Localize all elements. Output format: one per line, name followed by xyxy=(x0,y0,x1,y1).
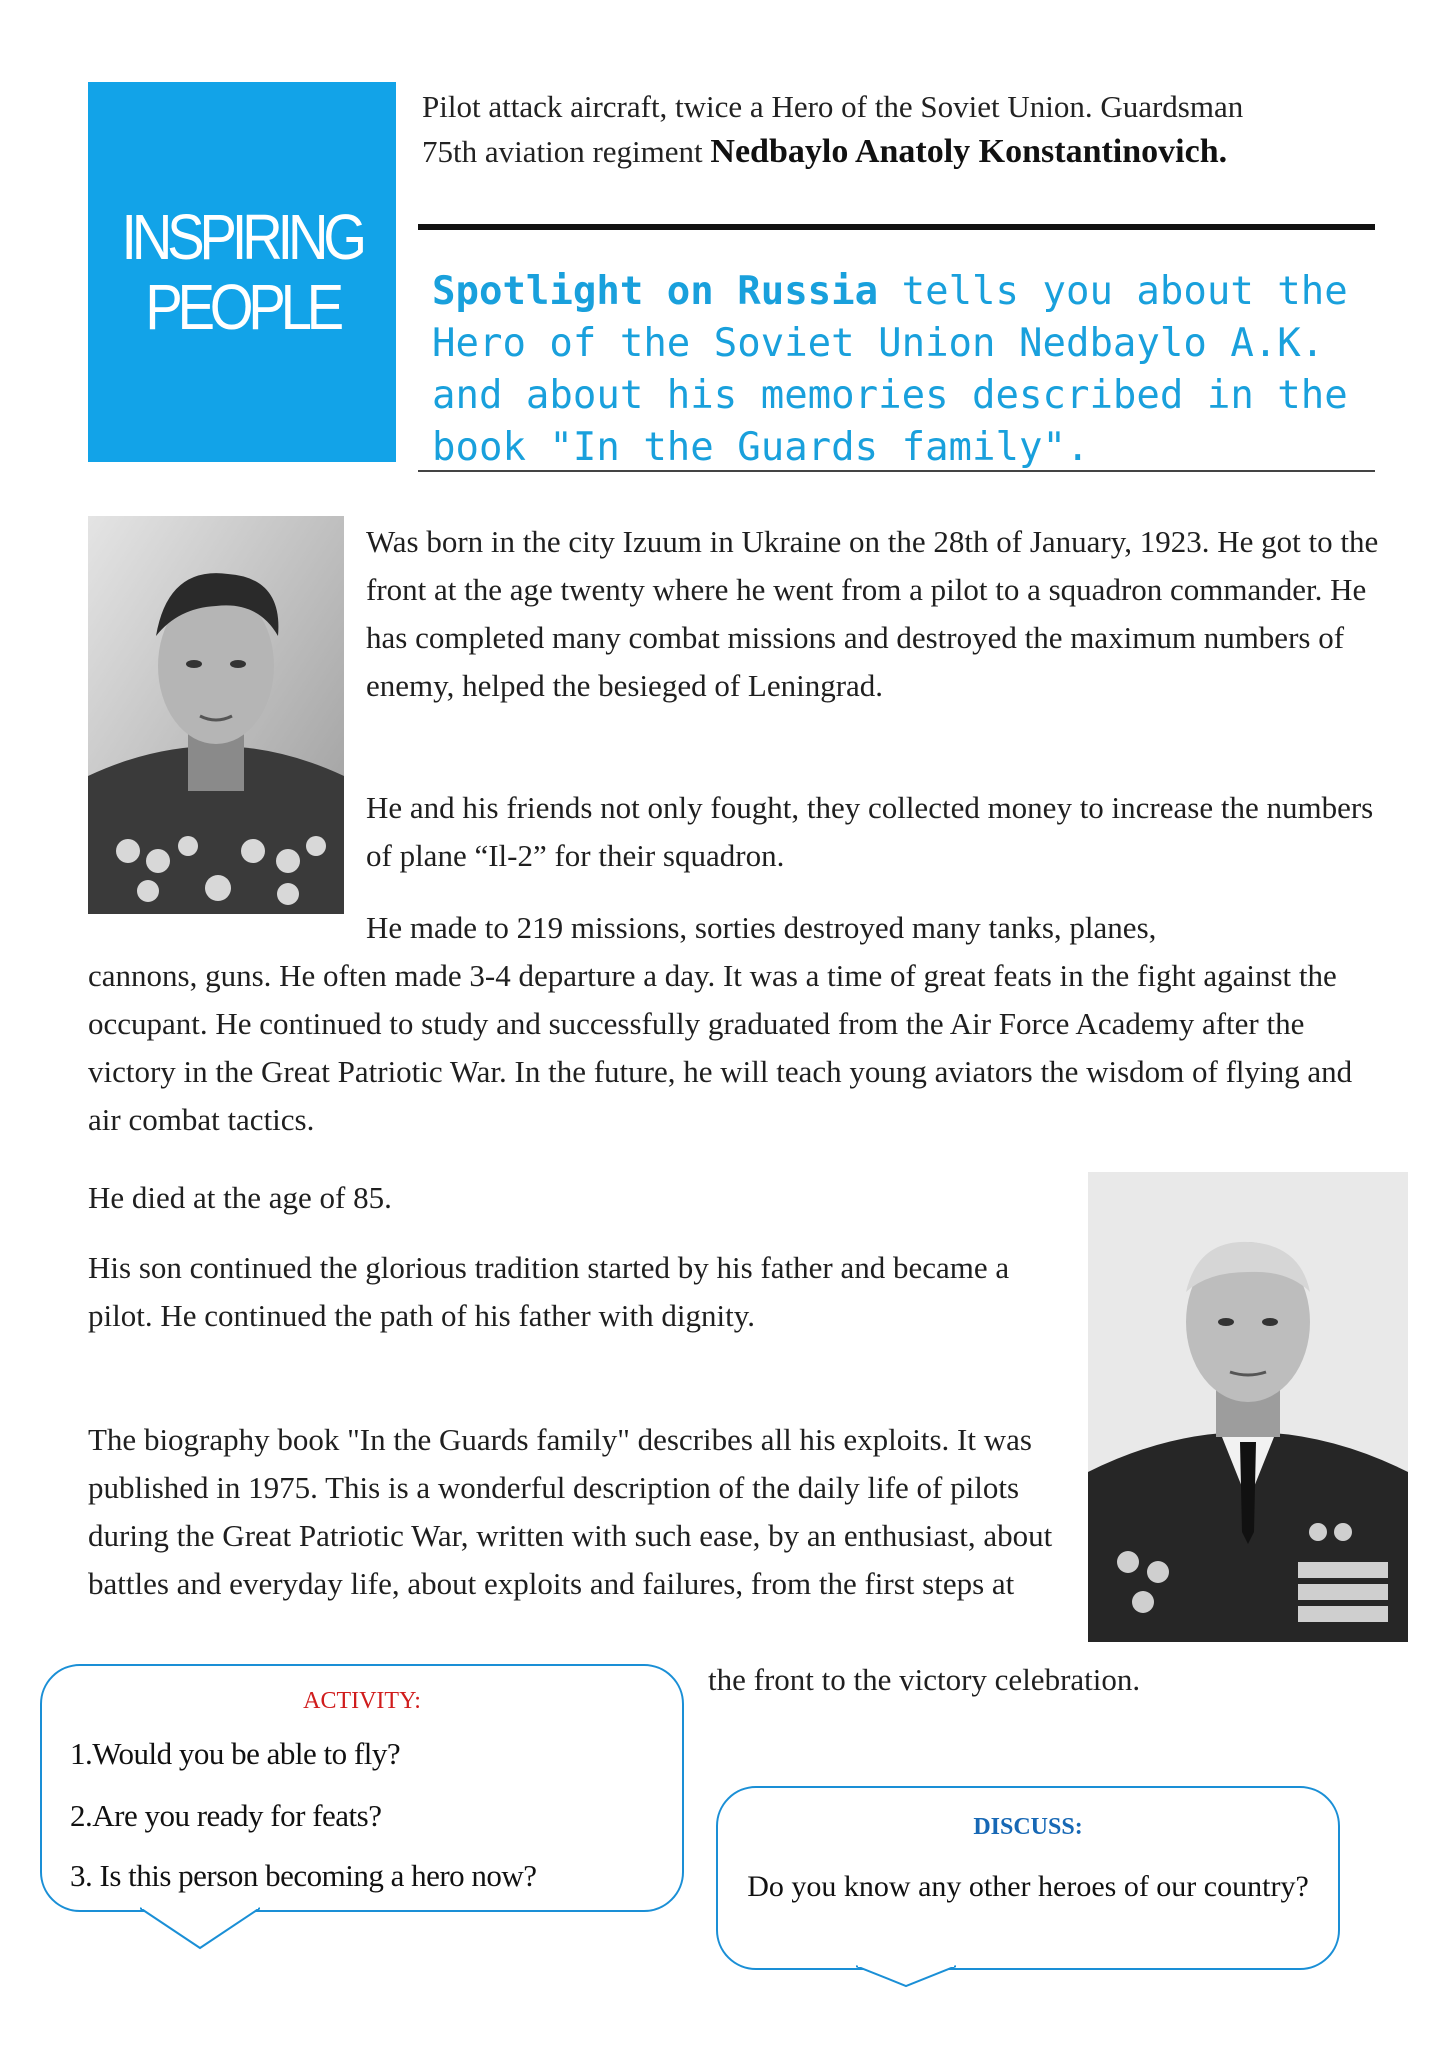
spotlight-intro xyxy=(432,266,1382,474)
discuss-question: Do you know any other heroes of our country? xyxy=(747,1870,1309,1903)
activity-title: ACTIVITY: xyxy=(303,1688,421,1714)
biography-paragraph-4: He died at the age of 85. xyxy=(88,1180,392,1215)
biography-paragraph-3-rest: cannons, guns. He often made 3-4 departure a day. It was a time of great feats in the fight against the occupant. He continued to study and successfully graduated from the Air Force Academy after the victory in the Great Patriotic War. In the future, he will teach young aviators the wisdom of flying and air combat tactics. xyxy=(88,958,1353,1137)
header-divider-thin xyxy=(418,470,1375,472)
activity-bubble-tail-icon xyxy=(140,1906,260,1950)
inspiring-people-badge xyxy=(88,82,396,462)
activity-question-3: 3. Is this person becoming a hero now? xyxy=(70,1858,537,1893)
spotlight-brand: Spotlight on Russia xyxy=(432,269,879,314)
activity-box xyxy=(40,1664,684,1912)
veteran-officer-photo xyxy=(1088,1172,1408,1642)
hero-subtitle xyxy=(422,84,1382,174)
biography-paragraph-5: His son continued the glorious tradition started by his father and became a pilot. He continued the path of his father with dignity. xyxy=(88,1250,1010,1333)
badge-line-1: INSPIRING xyxy=(121,200,363,273)
discuss-title: DISCUSS: xyxy=(973,1814,1083,1840)
biography-paragraph-2: He and his friends not only fought, they collected money to increase the numbers of plane “Il-2” for their squadron. xyxy=(366,790,1374,873)
biography-paragraph-3-start: He made to 219 missions, sorties destroyed many tanks, planes, xyxy=(366,910,1157,945)
spotlight-text: tells you about the Hero of the Soviet Union Nedbaylo A.K. and about his memories described in the book "In the Guards family". xyxy=(432,269,1348,470)
subtitle-line-1: Pilot attack aircraft, twice a Hero of the Soviet Union. Guardsman xyxy=(422,89,1244,124)
header-divider-thick xyxy=(418,224,1375,230)
veteran-officer-portrait-icon xyxy=(1088,1172,1408,1642)
young-pilot-portrait-icon xyxy=(88,516,344,914)
biography-paragraph-6: The biography book "In the Guards family" describes all his exploits. It was published in 1975. This is a wonderful description of the daily life of pilots during the Great Patriotic War, written with such ease, by an enthusiast, about battles and everyday life, about exploits and failures, from the first steps at xyxy=(88,1422,1053,1601)
discuss-box xyxy=(716,1786,1340,1970)
subtitle-line-2-prefix: 75th aviation regiment xyxy=(422,134,711,169)
biography-paragraph-1: Was born in the city Izuum in Ukraine on the 28th of January, 1923. He got to the front at the age twenty where he went from a pilot to a squadron commander. He has completed many combat missions and destroyed the maximum numbers of enemy, helped the besieged of Leningrad. xyxy=(366,524,1379,703)
biography-paragraph-6-end: the front to the victory celebration. xyxy=(708,1662,1141,1697)
discuss-bubble-tail-icon xyxy=(856,1964,956,1988)
young-pilot-photo xyxy=(88,516,344,914)
badge-line-2: PEOPLE xyxy=(145,271,339,343)
activity-question-2: 2.Are you ready for feats? xyxy=(70,1798,382,1833)
hero-name: Nedbaylo Anatoly Konstantinovich. xyxy=(710,133,1228,170)
activity-question-1: 1.Would you be able to fly? xyxy=(70,1736,401,1771)
